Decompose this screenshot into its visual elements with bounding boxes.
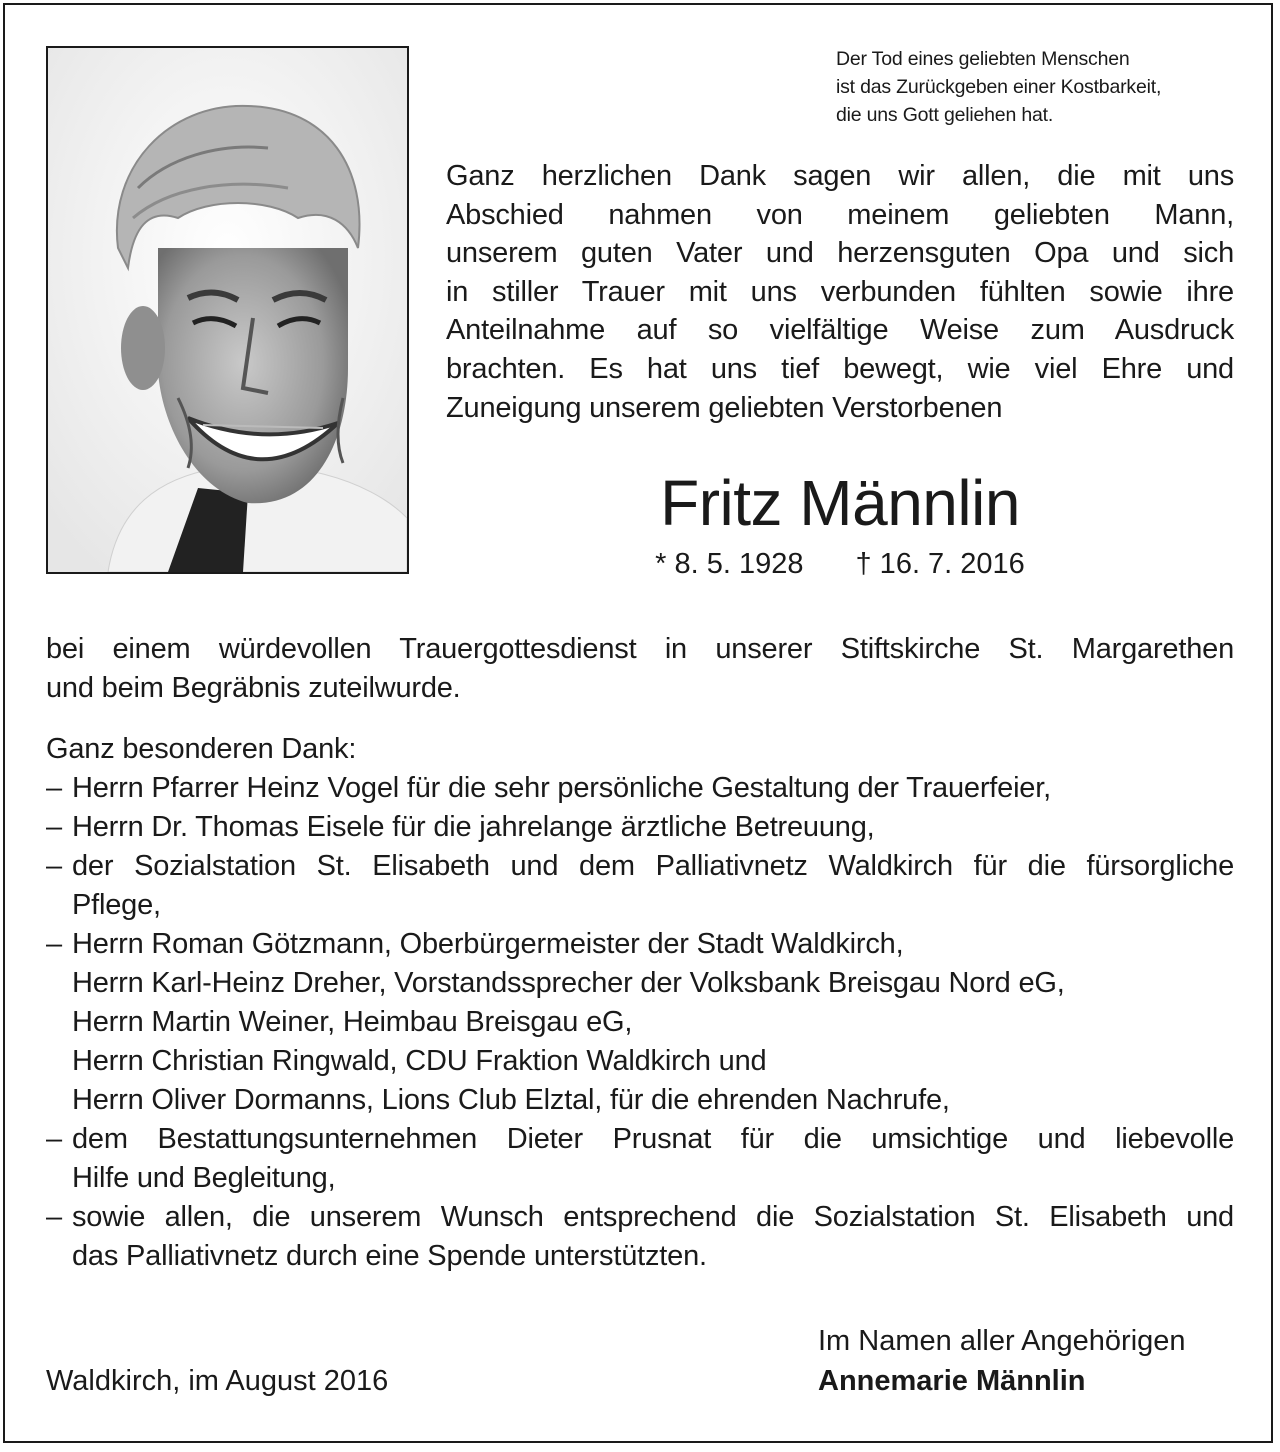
life-dates [446, 544, 1234, 584]
signature-name: Annemarie Männlin [818, 1365, 1086, 1397]
thanks-item [46, 1198, 1234, 1276]
thanks-item-line: Herrn Martin Weiner, Heimbau Breisgau eG, [72, 1006, 633, 1038]
intro-line: unserem guten Vater und herzensguten Opa und sich [446, 237, 1234, 270]
place-and-date: Waldkirch, im August 2016 [46, 1365, 389, 1397]
dash-bullet: – [46, 1123, 62, 1155]
thanks-item [46, 1120, 1234, 1198]
thanks-item-line: Herrn Pfarrer Heinz Vogel für die sehr persönliche Gestaltung der Trauerfeier, [72, 772, 1051, 804]
death-date: † 16. 7. 2016 [855, 548, 1025, 580]
continuation-line: bei einem würdevollen Trauergottesdienst in unserer Stiftskirche St. Margarethen [46, 633, 1234, 665]
dash-bullet: – [46, 772, 62, 804]
thanks-item [46, 847, 1234, 925]
thanks-item-line: Hilfe und Begleitung, [72, 1162, 336, 1194]
dash-bullet: – [46, 811, 62, 843]
thanks-item [46, 925, 1234, 1120]
signature-label: Im Namen aller Angehörigen [818, 1325, 1186, 1357]
continuation-line: und beim Begräbnis zuteilwurde. [46, 672, 461, 704]
portrait-photo [46, 46, 409, 574]
thanks-item-line: Herrn Roman Götzmann, Oberbürgermeister der Stadt Waldkirch, [72, 928, 904, 960]
thank-you-intro [446, 157, 1234, 427]
special-thanks-heading: Ganz besonderen Dank: [46, 733, 357, 765]
thanks-item-line: Herrn Dr. Thomas Eisele für die jahrelange ärztliche Betreuung, [72, 811, 875, 843]
deceased-name: Fritz Männlin [660, 467, 1020, 539]
thanks-item-line: dem Bestattungsunternehmen Dieter Prusnat für die umsichtige und liebevolle [72, 1123, 1234, 1155]
thank-you-continuation [46, 630, 1234, 708]
intro-line: Anteilnahme auf so vielfältige Weise zum Ausdruck [446, 314, 1234, 347]
intro-line: in stiller Trauer mit uns verbunden fühlten sowie ihre [446, 275, 1234, 308]
thanks-item-line: Herrn Oliver Dormanns, Lions Club Elztal, für die ehrenden Nachrufe, [72, 1084, 950, 1116]
thanks-item-line: Herrn Christian Ringwald, CDU Fraktion Waldkirch und [72, 1045, 767, 1077]
thanks-item-line: Pflege, [72, 889, 161, 921]
dash-bullet: – [46, 928, 62, 960]
quote-line: ist das Zurückgeben einer Kostbarkeit, [836, 76, 1162, 98]
intro-line: Zuneigung unserem geliebten Verstorbenen [446, 391, 1003, 424]
thanks-item [46, 808, 1234, 847]
special-thanks [46, 730, 1234, 1276]
thanks-item-line: Herrn Karl-Heinz Dreher, Vorstandssprecher der Volksbank Breisgau Nord eG, [72, 967, 1065, 999]
dash-bullet: – [46, 850, 62, 882]
intro-line: brachten. Es hat uns tief bewegt, wie viel Ehre und [446, 352, 1234, 385]
thanks-item-line: der Sozialstation St. Elisabeth und dem Palliativnetz Waldkirch für die fürsorgliche [72, 850, 1234, 882]
birth-date: * 8. 5. 1928 [655, 548, 804, 580]
quote-line: Der Tod eines geliebten Menschen [836, 48, 1130, 70]
thanks-item [46, 769, 1234, 808]
thanks-item-line: sowie allen, die unserem Wunsch entsprechend die Sozialstation St. Elisabeth und [72, 1201, 1234, 1233]
intro-line: Ganz herzlichen Dank sagen wir allen, die mit uns [446, 160, 1234, 192]
intro-line: Abschied nahmen von meinem geliebten Mann, [446, 198, 1234, 231]
dash-bullet: – [46, 1201, 62, 1233]
quote-line: die uns Gott geliehen hat. [836, 104, 1054, 126]
thanks-item-line: das Palliativnetz durch eine Spende unterstützten. [72, 1240, 707, 1272]
memorial-quote [836, 45, 1246, 129]
